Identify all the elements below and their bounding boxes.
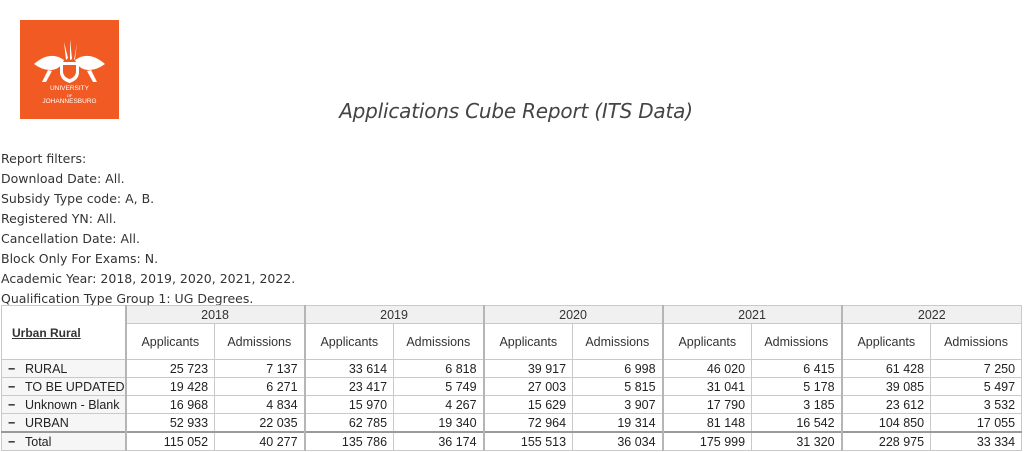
- row-label-text: Unknown - Blank: [25, 397, 120, 412]
- measure-header-admissions[interactable]: Admissions: [752, 324, 842, 360]
- table-cell: 22 035: [215, 414, 305, 433]
- table-cell: 6 415: [752, 360, 842, 378]
- measure-header-applicants[interactable]: Applicants: [126, 324, 215, 360]
- table-row: [2, 378, 1022, 396]
- table-cell: 40 277: [215, 432, 305, 451]
- collapse-icon[interactable]: −: [8, 379, 16, 394]
- table-cell: 135 786: [305, 432, 394, 451]
- table-cell: 52 933: [126, 414, 215, 433]
- table-cell: 6 998: [573, 360, 663, 378]
- table-cell: 5 497: [931, 378, 1022, 396]
- table-cell: 39 085: [842, 378, 931, 396]
- table-cell: 115 052: [126, 432, 215, 451]
- row-label[interactable]: [2, 396, 126, 414]
- table-cell: 3 185: [752, 396, 842, 414]
- measure-header-applicants[interactable]: Applicants: [484, 324, 573, 360]
- table-cell: 17 055: [931, 414, 1022, 433]
- table-cell: 31 320: [752, 432, 842, 451]
- logo-text-line3: JOHANNESBURG: [42, 98, 97, 105]
- table-row: [2, 360, 1022, 378]
- row-label-text: Total: [25, 434, 52, 449]
- measure-header-admissions[interactable]: Admissions: [215, 324, 305, 360]
- table-cell: 4 267: [394, 396, 484, 414]
- row-label-text: RURAL: [25, 361, 68, 376]
- table-cell: 3 907: [573, 396, 663, 414]
- year-header[interactable]: 2018: [126, 306, 305, 324]
- table-cell: 23 612: [842, 396, 931, 414]
- table-cell: 7 137: [215, 360, 305, 378]
- collapse-icon[interactable]: −: [8, 397, 16, 412]
- table-cell: 19 314: [573, 414, 663, 433]
- table-row: [2, 396, 1022, 414]
- table-cell: 27 003: [484, 378, 573, 396]
- table-row: [2, 414, 1022, 433]
- pivot-table-body: [2, 360, 1022, 451]
- filter-line: Qualification Type Group 1: UG Degrees.: [1, 291, 254, 306]
- measure-header-admissions[interactable]: Admissions: [394, 324, 484, 360]
- filter-line: Block Only For Exams: N.: [1, 251, 159, 266]
- measure-header-admissions[interactable]: Admissions: [573, 324, 663, 360]
- table-cell: 228 975: [842, 432, 931, 451]
- table-cell: 175 999: [663, 432, 752, 451]
- filter-line: Academic Year: 2018, 2019, 2020, 2021, 2022.: [1, 271, 296, 286]
- measure-header-admissions[interactable]: Admissions: [931, 324, 1022, 360]
- report-filters: [1, 149, 295, 309]
- table-cell: 36 034: [573, 432, 663, 451]
- table-cell: 25 723: [126, 360, 215, 378]
- table-cell: 19 340: [394, 414, 484, 433]
- table-cell: 39 917: [484, 360, 573, 378]
- table-row: [2, 432, 1022, 451]
- table-cell: 19 428: [126, 378, 215, 396]
- table-cell: 23 417: [305, 378, 394, 396]
- row-label-text: TO BE UPDATED: [25, 379, 125, 394]
- table-cell: 17 790: [663, 396, 752, 414]
- table-cell: 3 532: [931, 396, 1022, 414]
- table-cell: 6 818: [394, 360, 484, 378]
- table-cell: 5 815: [573, 378, 663, 396]
- filter-line: Registered YN: All.: [1, 211, 117, 226]
- row-header-urban-rural[interactable]: Urban Rural: [2, 306, 126, 360]
- table-cell: 46 020: [663, 360, 752, 378]
- table-cell: 155 513: [484, 432, 573, 451]
- row-label[interactable]: [2, 414, 126, 433]
- table-cell: 16 542: [752, 414, 842, 433]
- row-label[interactable]: [2, 378, 126, 396]
- logo-text-line2: OF: [66, 93, 73, 98]
- table-cell: 6 271: [215, 378, 305, 396]
- table-cell: 15 970: [305, 396, 394, 414]
- pivot-table: [1, 305, 1022, 451]
- collapse-icon[interactable]: −: [8, 415, 16, 430]
- collapse-icon[interactable]: −: [8, 361, 16, 376]
- table-cell: 104 850: [842, 414, 931, 433]
- table-cell: 15 629: [484, 396, 573, 414]
- measure-header-applicants[interactable]: Applicants: [663, 324, 752, 360]
- table-cell: 72 964: [484, 414, 573, 433]
- filter-line: Report filters:: [1, 151, 87, 166]
- table-cell: 16 968: [126, 396, 215, 414]
- filter-line: Subsidy Type code: A, B.: [1, 191, 155, 206]
- table-cell: 33 614: [305, 360, 394, 378]
- table-cell: 81 148: [663, 414, 752, 433]
- table-cell: 4 834: [215, 396, 305, 414]
- collapse-icon[interactable]: −: [8, 434, 16, 449]
- logo-text-line1: UNIVERSITY: [49, 85, 89, 92]
- row-label[interactable]: [2, 432, 126, 451]
- table-cell: 31 041: [663, 378, 752, 396]
- table-cell: 61 428: [842, 360, 931, 378]
- table-cell: 62 785: [305, 414, 394, 433]
- report-title: Applications Cube Report (ITS Data): [339, 99, 693, 123]
- year-header[interactable]: 2021: [663, 306, 842, 324]
- table-cell: 5 749: [394, 378, 484, 396]
- row-label-text: URBAN: [25, 415, 69, 430]
- table-cell: 33 334: [931, 432, 1022, 451]
- measure-header-applicants[interactable]: Applicants: [842, 324, 931, 360]
- table-cell: 5 178: [752, 378, 842, 396]
- year-header[interactable]: 2020: [484, 306, 663, 324]
- table-cell: 36 174: [394, 432, 484, 451]
- measure-header-applicants[interactable]: Applicants: [305, 324, 394, 360]
- filter-line: Download Date: All.: [1, 171, 125, 186]
- year-header[interactable]: 2022: [842, 306, 1022, 324]
- row-label[interactable]: [2, 360, 126, 378]
- filter-line: Cancellation Date: All.: [1, 231, 140, 246]
- year-header[interactable]: 2019: [305, 306, 484, 324]
- table-cell: 7 250: [931, 360, 1022, 378]
